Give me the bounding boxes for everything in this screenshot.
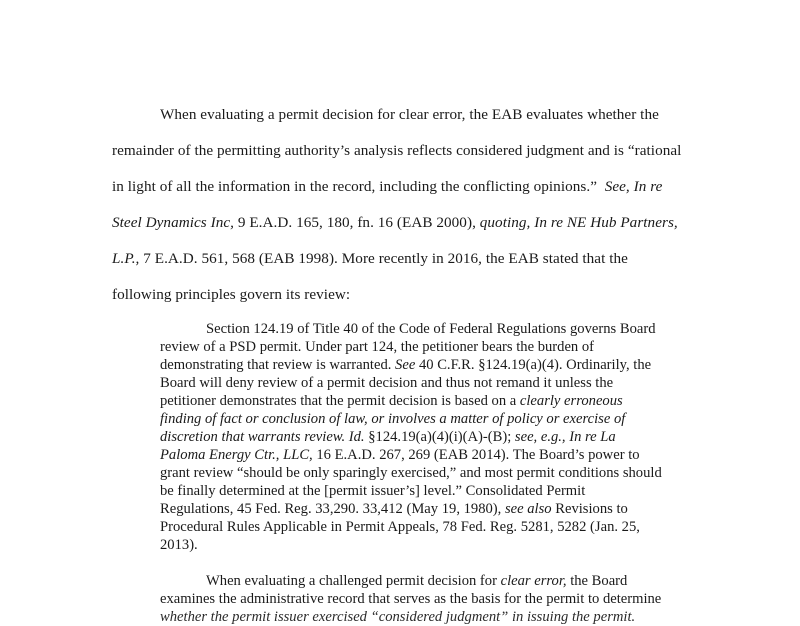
q1l7-b: §124.19(a)(4)(i)(A)-(B); [364,429,515,445]
quote-1-line-9: grant review “should be only sparingly exercised,” and most permit conditions should [160,465,662,481]
q1l5-b: clearly erroneous [519,393,623,409]
quote-1-line-8 [160,446,640,464]
paragraph-1-line-5 [112,249,628,269]
q1l8-b: 16 E.A.D. 267, 269 (EAB 2014). The Board’s power to [312,447,640,463]
q1l8-a: Paloma Energy Ctr., LLC, [160,447,313,463]
quote-1-line-12: Procedural Rules Applicable in Permit Appeals, 78 Fed. Reg. 5281, 5282 (Jan. 25, [160,519,640,535]
quote-1-line-5 [160,392,623,410]
citation-signal: See, In re [604,178,663,195]
paragraph-1-line-1: When evaluating a permit decision for clear error, the EAB evaluates whether the [160,106,659,123]
quote-1-line-13: 2013). [160,537,198,553]
quote-2-line-2: examines the administrative record that serves as the basis for the permit to determine [160,591,662,607]
q2l1-c: the Board [566,573,628,589]
q1l3-a: demonstrating that review is warranted. [160,357,396,373]
quote-1-line-2: review of a PSD permit. Under part 124, the petitioner bears the burden of [160,339,595,355]
quote-1-line-6 [160,410,625,428]
case-name-lp: L.P., [112,250,140,267]
paragraph-1-line-3 [112,177,662,197]
citation-text: 9 E.A.D. 165, 180, fn. 16 (EAB 2000), [233,214,480,231]
quote-2-line-1 [206,572,627,590]
paragraph-1-line-6: following principles govern its review: [112,286,351,303]
q1l3-see: See [395,357,416,373]
quote-1-line-3 [160,356,651,374]
quote-1-line-10: be finally determined at the [permit issuer’s] level.” Consolidated Permit [160,483,586,499]
paragraph-1-line-4 [112,213,678,233]
q1l6: finding of fact or conclusion of law, or involves a matter of policy or exercise of [160,411,626,427]
q1l7-c: see, e.g., In re La [514,429,616,445]
case-name-steel-dynamics: Steel Dynamics Inc, [112,214,234,231]
quote-2-line-3: whether the permit issuer exercised “considered judgment” in issuing the permit. [160,609,636,625]
line-5-text: 7 E.A.D. 561, 568 (EAB 1998). More recently in 2016, the EAB stated that the [139,250,628,267]
q1l11-a: Regulations, 45 Fed. Reg. 33,290. 33,412 (May 19, 1980), [160,501,505,517]
q1l5-a: petitioner demonstrates that the permit decision is based on a [160,393,520,409]
line-3-text: in light of all the information in the record, including the conflicting opinions.” [112,178,597,195]
quote-1-line-4: Board will deny review of a permit decision and thus not remand it unless the [160,375,614,391]
quote-1-line-1: Section 124.19 of Title 40 of the Code of Federal Regulations governs Board [206,321,656,337]
q2l1-a: When evaluating a challenged permit decision for [206,573,501,589]
quote-1-line-7 [160,428,616,446]
q1l11-b: see also [504,501,552,517]
q2l1-b: clear error, [500,573,567,589]
q1l11-c: Revisions to [551,501,628,517]
q1l7-a: discretion that warrants review. Id. [160,429,365,445]
case-name-ne-hub: quoting, In re NE Hub Partners, [479,214,678,231]
q1l3-c: 40 C.F.R. §124.19(a)(4). Ordinarily, the [415,357,652,373]
paragraph-1-line-2: remainder of the permitting authority’s analysis reflects considered judgment and is “rational [112,142,682,159]
quote-1-line-11 [160,500,628,518]
